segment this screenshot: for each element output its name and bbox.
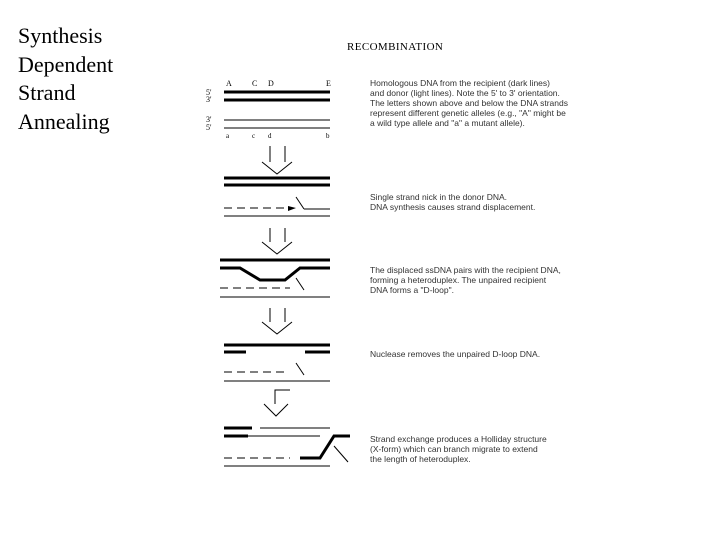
caption-line: DNA forms a "D-loop". <box>370 285 454 295</box>
allele-label: a <box>226 132 230 140</box>
allele-label: C <box>252 79 258 88</box>
caption-line: DNA synthesis causes strand displacement. <box>370 202 536 212</box>
strand-label: 5' <box>206 123 212 132</box>
allele-label: A <box>226 79 232 88</box>
strand-label: 3' <box>206 95 212 104</box>
caption-line: represent different genetic alleles (e.g., "A" might be <box>370 108 566 118</box>
recombination-diagram <box>200 70 370 470</box>
caption-line: and donor (light lines). Note the 5' to 3' orientation. <box>370 88 560 98</box>
allele-label: D <box>268 79 274 88</box>
slide-title-line: Annealing <box>18 108 110 134</box>
caption-line: the length of heteroduplex. <box>370 454 471 464</box>
step4-nuclease <box>224 345 330 381</box>
step1-caption <box>370 78 580 128</box>
caption-line: The letters shown above and below the DNA strands <box>370 98 568 108</box>
strand-label: 5' <box>206 88 212 97</box>
step5-holliday <box>224 428 350 466</box>
caption-line: The displaced ssDNA pairs with the recipient DNA, <box>370 265 561 275</box>
slide-title-line: Strand <box>18 80 76 105</box>
slide-title <box>18 22 168 136</box>
slide-title-line: Dependent <box>18 51 114 77</box>
step2-nick <box>224 178 330 216</box>
step2-caption <box>370 192 560 212</box>
strand-label: 3' <box>206 115 212 124</box>
caption-line: Strand exchange produces a Holliday structure <box>370 434 547 444</box>
caption-line: a wild type allele and "a" a mutant allele). <box>370 118 525 128</box>
caption-line: Single strand nick in the donor DNA. <box>370 192 508 202</box>
allele-label: E <box>326 79 331 88</box>
allele-label: c <box>252 132 256 140</box>
step1-homologous-dna <box>206 79 331 140</box>
step3-d-loop <box>220 260 330 297</box>
figure-heading: RECOMBINATION <box>347 41 444 53</box>
caption-line: (X-form) which can branch migrate to extend <box>370 444 538 454</box>
down-arrow-icon <box>262 308 292 334</box>
allele-label: d <box>268 132 272 140</box>
allele-label: b <box>326 132 330 140</box>
down-arrow-icon <box>264 390 290 416</box>
caption-line: Homologous DNA from the recipient (dark lines) <box>370 78 550 88</box>
slide-title-line: Synthesis <box>18 23 103 48</box>
down-arrow-icon <box>262 228 292 254</box>
caption-line: forming a heteroduplex. The unpaired recipient <box>370 275 547 285</box>
step3-caption <box>370 265 580 295</box>
down-arrow-icon <box>262 146 292 174</box>
step5-caption <box>370 434 570 464</box>
caption-line: Nuclease removes the unpaired D-loop DNA. <box>370 349 541 359</box>
step4-caption <box>370 349 570 359</box>
